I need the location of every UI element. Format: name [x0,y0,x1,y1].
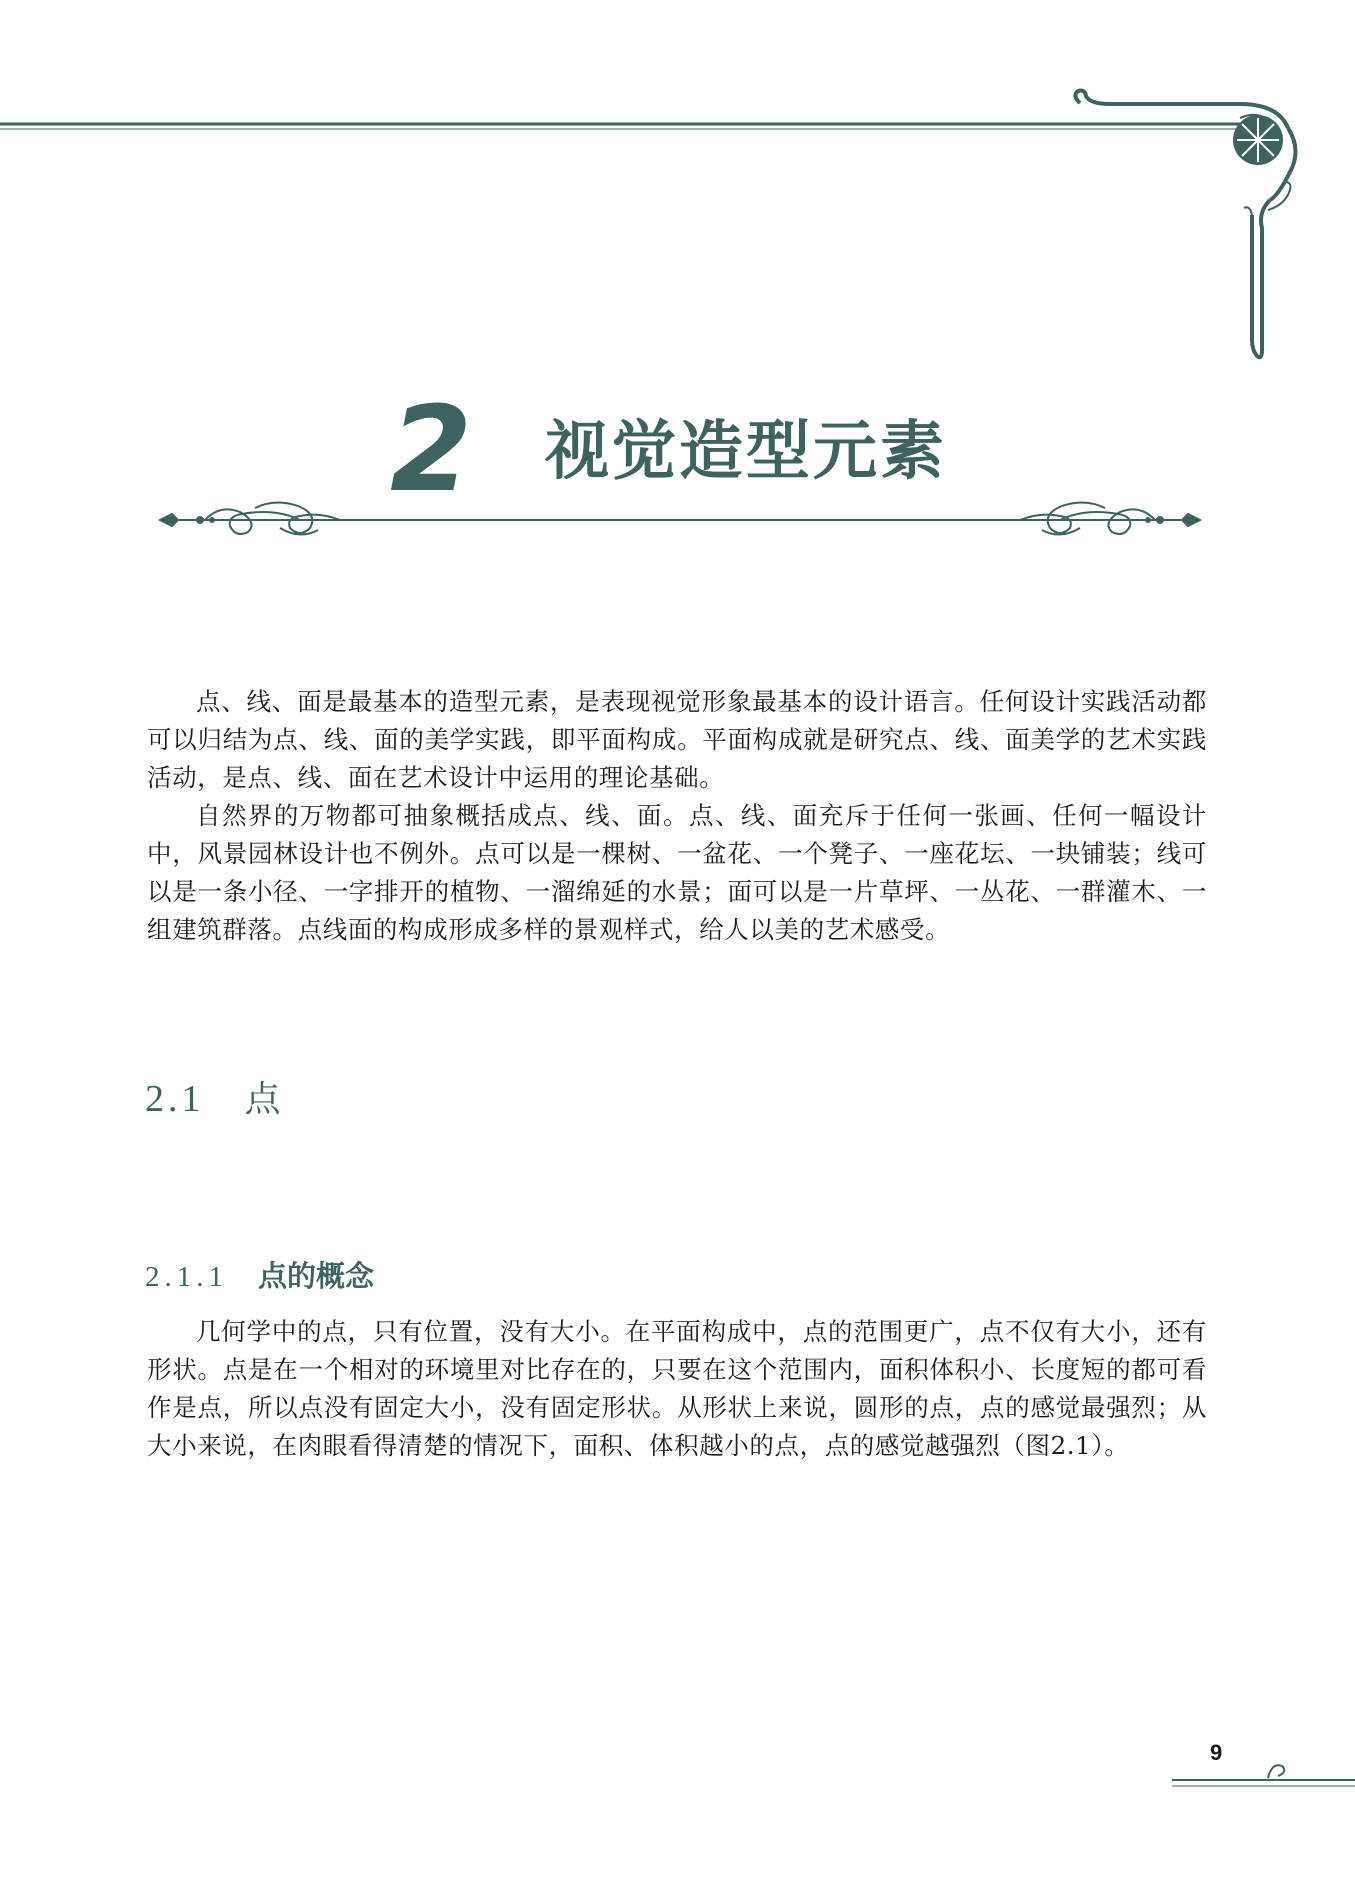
section-title: 点 [244,1079,281,1120]
intro-paragraph: 自然界的万物都可抽象概括成点、线、面。点、线、面充斥于任何一张画、任何一幅设计中，风景园林设计也不例外。点可以是一棵树、一盆花、一个凳子、一座花坛、一块铺装；线可以是一条小径、一字排开的植物、一溜绵延的水景；面可以是一片草坪、一丛花、一群灌木、一组建筑群落。点线面的构成形成多样的景观样式，给人以美的艺术感受。 [147,801,1207,944]
section-number: 2.1 [145,1078,205,1120]
subsection-title: 点的概念 [258,1259,375,1293]
intro-paragraph: 点、线、面是最基本的造型元素，是表现视觉形象最基本的设计语言。任何设计实践活动都可以归结为点、线、面的美学实践，即平面构成。平面构成就是研究点、线、面美学的艺术实践活动，是点、线、面在艺术设计中运用的理论基础。 [147,687,1207,792]
section-heading [145,1080,281,1118]
subsection-heading [145,1259,375,1293]
chapter-title: 视觉造型元素 [545,415,947,489]
chapter-number: 2 [390,380,473,518]
concept-paragraph: 几何学中的点，只有位置，没有大小。在平面构成中，点的范围更广，点不仅有大小，还有形状。点是在一个相对的环境里对比存在的，只要在这个范围内，面积体积小、长度短的都可看作是点，所以点没有固定大小，没有固定形状。从形状上来说，圆形的点，点的感觉最强烈；从大小来说，在肉眼看得清楚的情况下，面积、体积越小的点，点的感觉越强烈（图2.1）。 [147,1317,1207,1460]
intro-text [147,683,1207,949]
page-number-swirl-icon [1172,1765,1355,1786]
chapter-heading [0,380,1355,530]
page-number: 9 [1210,1740,1223,1765]
concept-text [147,1313,1207,1465]
corner-flourish-icon [0,91,1296,358]
subsection-number: 2.1.1 [145,1261,228,1293]
